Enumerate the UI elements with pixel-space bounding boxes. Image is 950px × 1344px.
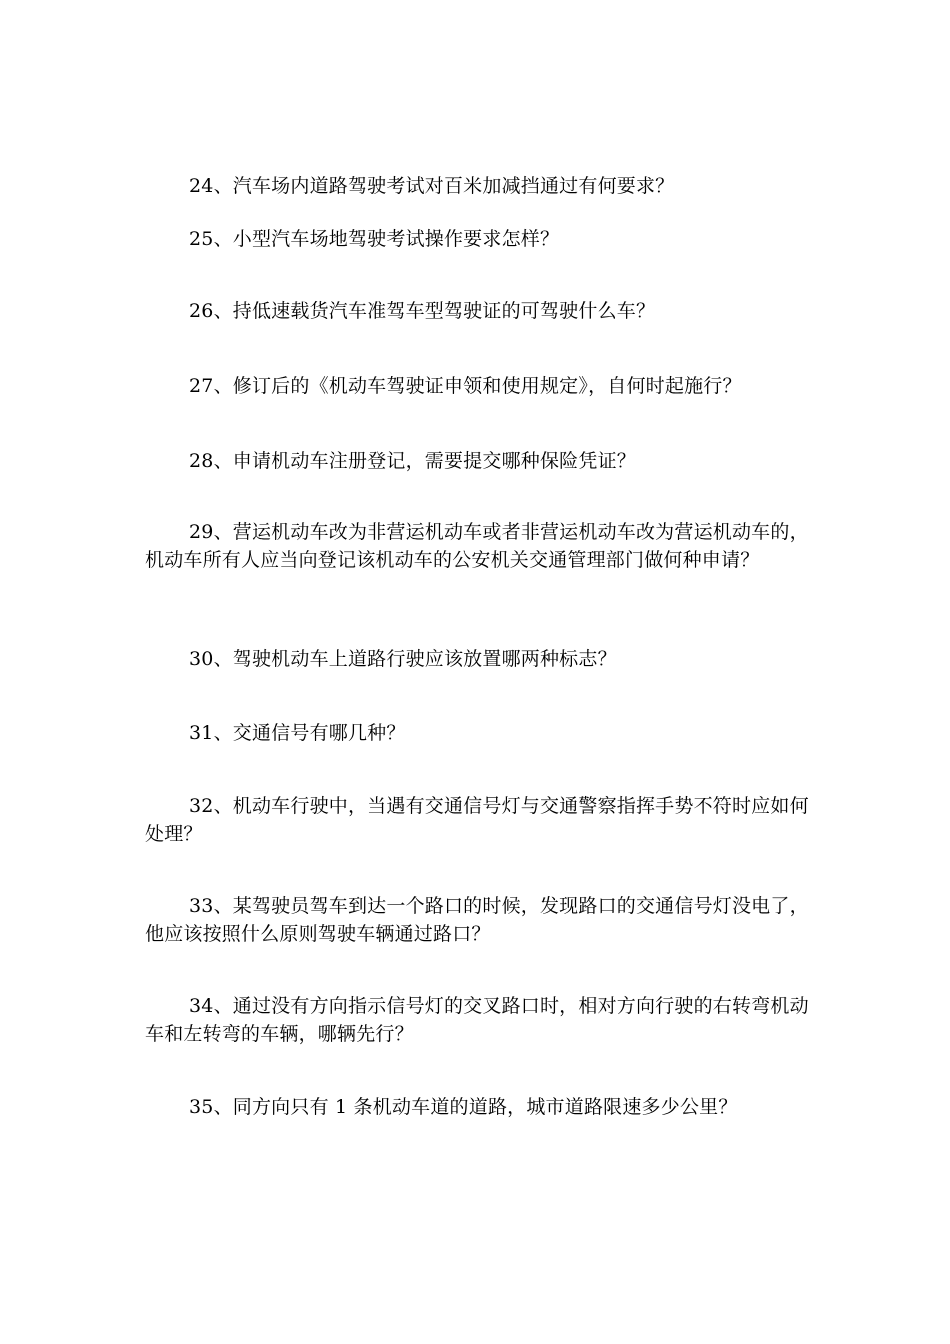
question-34: 34、通过没有方向指示信号灯的交叉路口时，相对方向行驶的右转弯机动车和左转弯的车辆，哪辆先行？ (145, 995, 809, 1045)
question-27: 27、修订后的《机动车驾驶证申领和使用规定》，自何时起施行？ (189, 375, 742, 397)
question-26: 26、持低速载货汽车准驾车型驾驶证的可驾驶什么车？ (189, 300, 656, 322)
question-29: 29、营运机动车改为非营运机动车或者非营运机动车改为营运机动车的，机动车所有人应当向登记该机动车的公安机关交通管理部门做何种申请？ (145, 521, 809, 571)
question-28: 28、申请机动车注册登记，需要提交哪种保险凭证？ (189, 450, 636, 472)
question-33: 33、某驾驶员驾车到达一个路口的时候，发现路口的交通信号灯没电了，他应该按照什么原则驾驶车辆通过路口？ (145, 895, 809, 945)
question-35: 35、同方向只有 1 条机动车道的道路，城市道路限速多少公里？ (189, 1096, 738, 1118)
question-25: 25、小型汽车场地驾驶考试操作要求怎样？ (189, 228, 560, 250)
question-24: 24、汽车场内道路驾驶考试对百米加减挡通过有何要求？ (189, 175, 675, 197)
question-31: 31、交通信号有哪几种？ (189, 722, 406, 744)
question-30: 30、驾驶机动车上道路行驶应该放置哪两种标志？ (189, 648, 617, 670)
question-32: 32、机动车行驶中，当遇有交通信号灯与交通警察指挥手势不符时应如何处理？ (145, 795, 809, 845)
